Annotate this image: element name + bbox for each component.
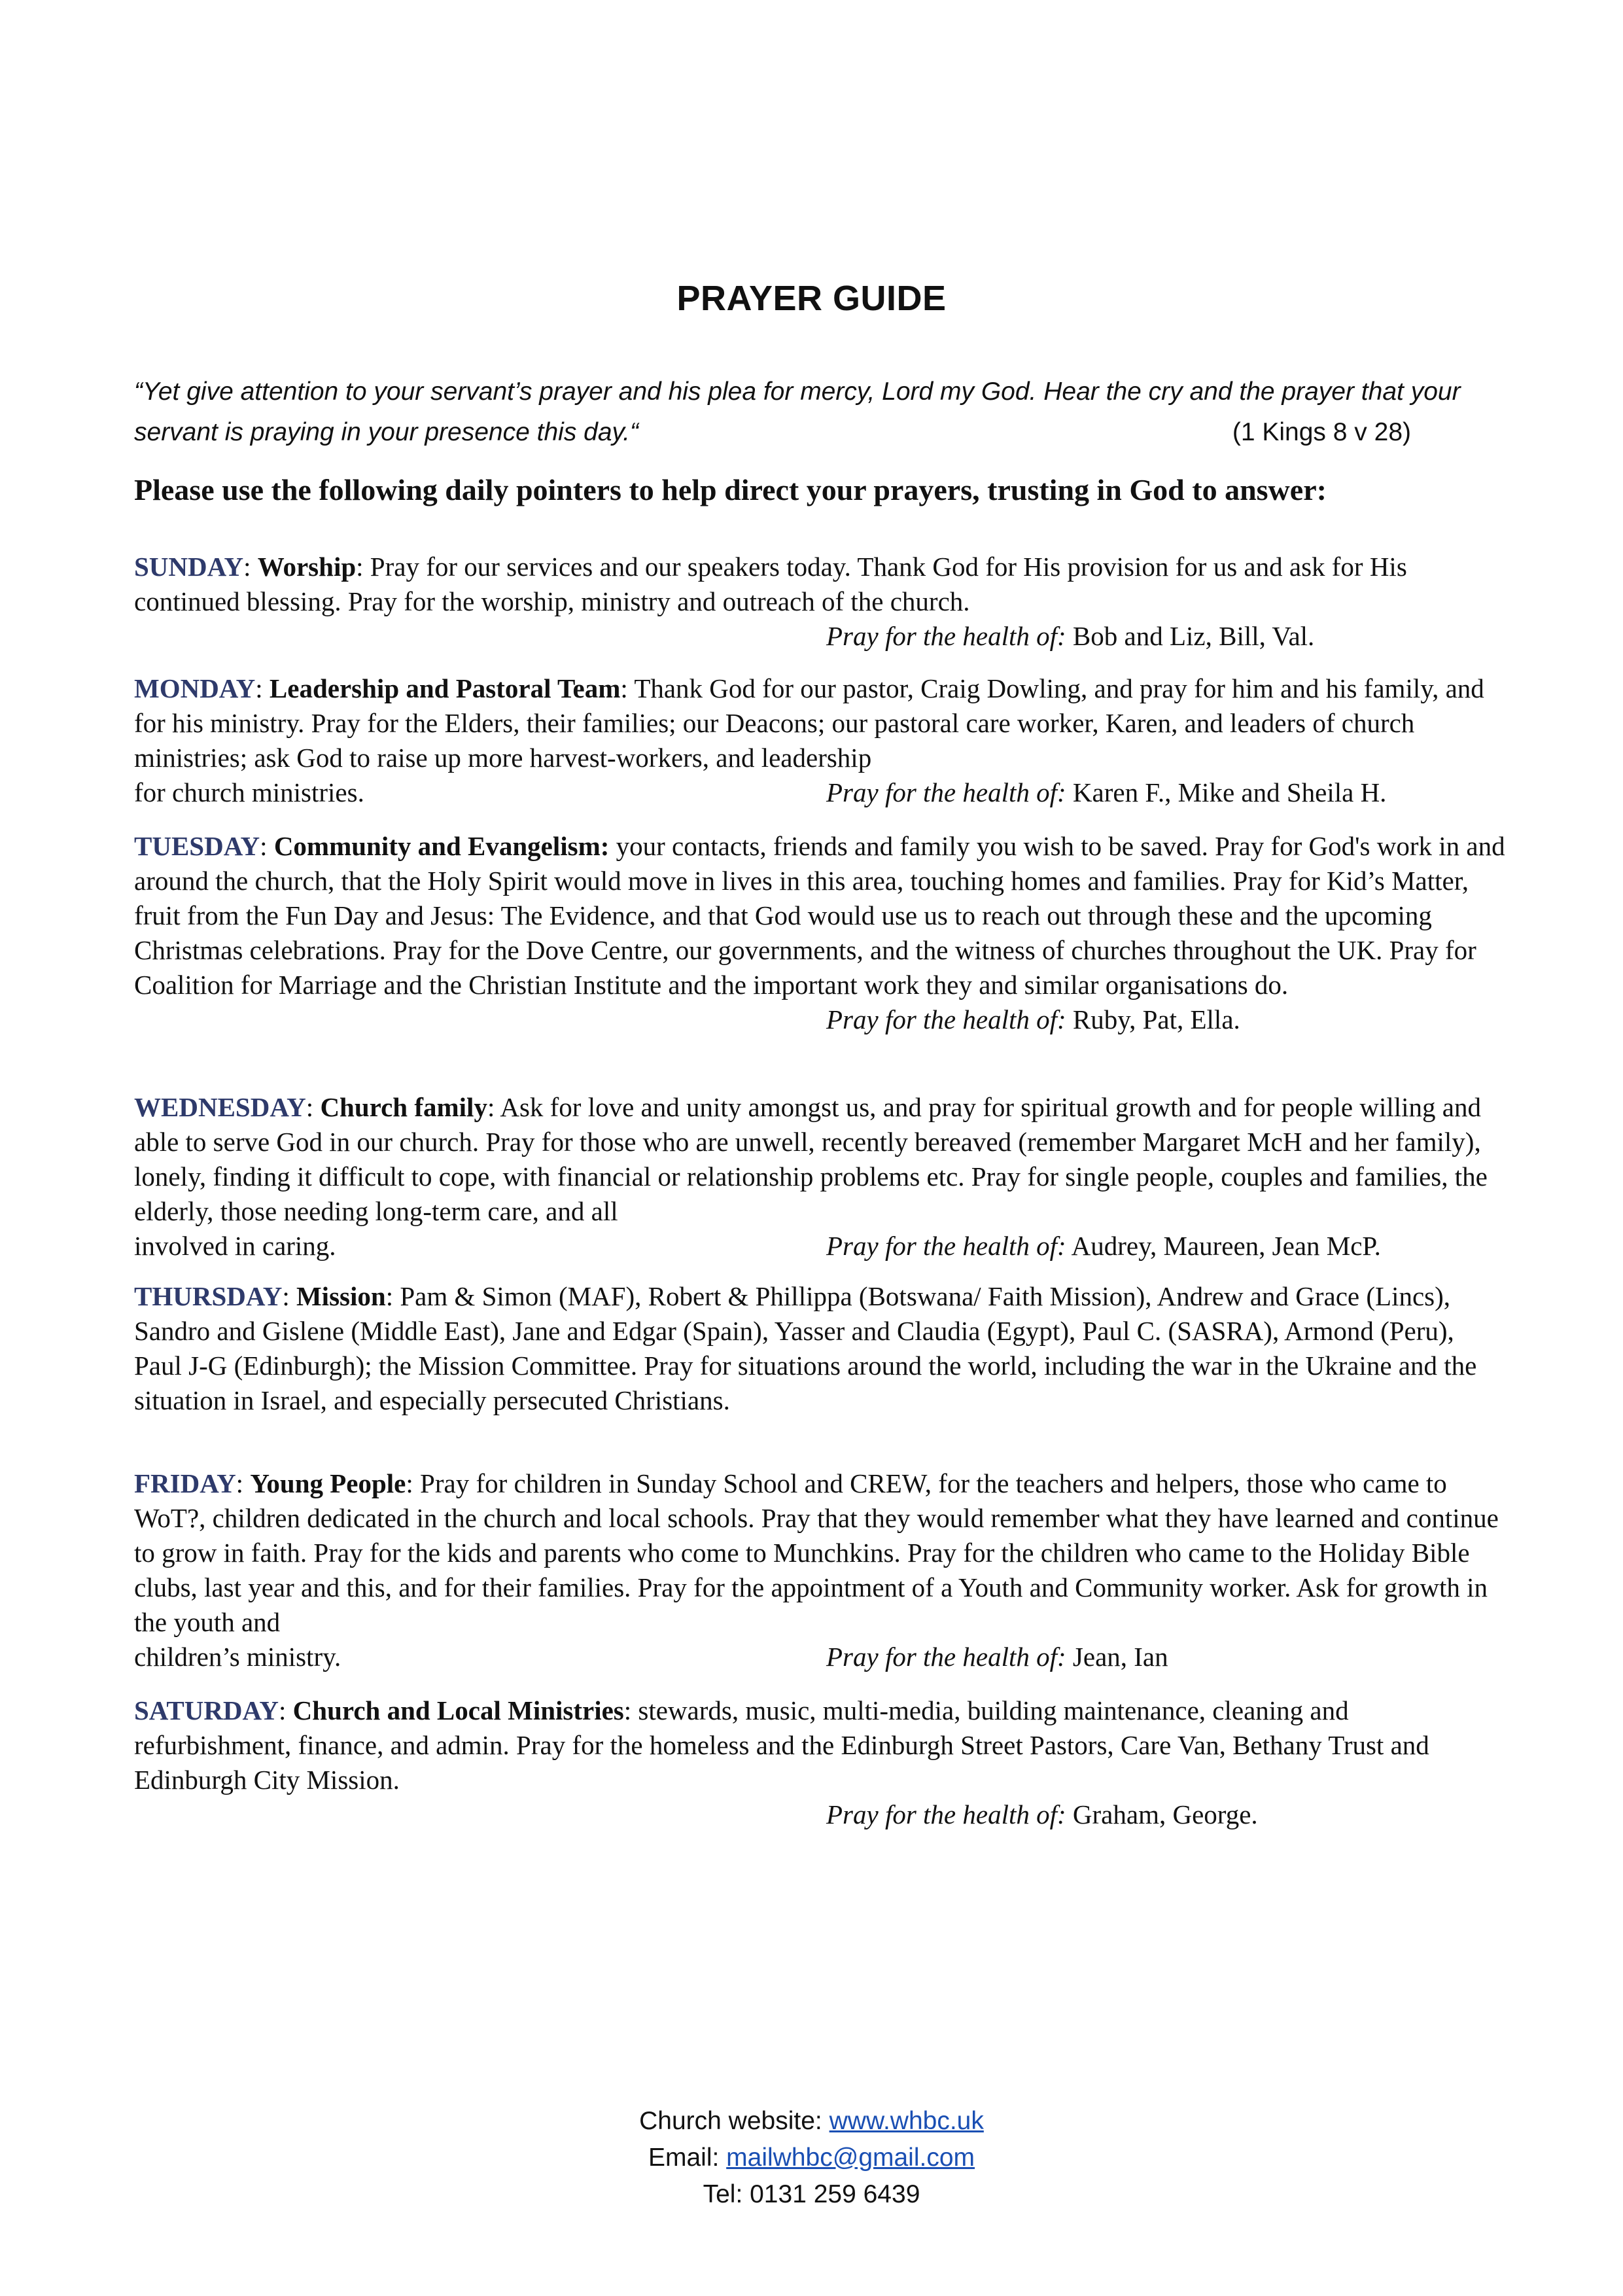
website-link[interactable]: www.whbc.uk bbox=[829, 2107, 984, 2135]
health-label: Pray for the health of: bbox=[826, 1642, 1066, 1672]
day-topic: Leadership and Pastoral Team bbox=[269, 673, 621, 703]
page-title: PRAYER GUIDE bbox=[676, 279, 947, 318]
day-text: Pray for our services and our speakers today. Thank God for His provision for us and ask for His continued blessing. Pray for the worship, ministry and outreach of the church. bbox=[134, 552, 1407, 616]
quote-reference: (1 Kings 8 v 28) bbox=[1232, 418, 1411, 446]
day-topic: Church family bbox=[320, 1092, 487, 1122]
health-label: Pray for the health of: bbox=[826, 1004, 1066, 1034]
health-label: Pray for the health of: bbox=[826, 621, 1066, 651]
health-names: Ruby, Pat, Ella. bbox=[1072, 1004, 1240, 1034]
day-section-tuesday: TUESDAY: Community and Evangelism: your contacts, friends and family you wish to be saved. Pray for God's work in and around the church, that the Holy Spirit would move in lives in this area, touching homes and families. Pray for Kid’s Matter, fruit from the Fun Day and Jesus: The Evidence, and that God would use us to reach out through these and the upcoming Christmas celebrations. Pray for the Dove Centre, our governments, and the witness of churches throughout the UK. Pray for Coalition for Marriage and the Christian Institute and the important work they and similar organisations do. Pray for the health of: Ruby, Pat, Ella. bbox=[134, 829, 1508, 1037]
day-name: SUNDAY bbox=[134, 552, 244, 582]
telephone: Tel: 0131 259 6439 bbox=[703, 2180, 920, 2208]
website-label: Church website: bbox=[639, 2107, 822, 2135]
day-name: THURSDAY bbox=[134, 1281, 283, 1311]
email-line bbox=[0, 2140, 1623, 2176]
health-line bbox=[134, 775, 1508, 810]
health-line bbox=[134, 1229, 1508, 1263]
intro-heading: Please use the following daily pointers to help direct your prayers, trusting in God to answer: bbox=[134, 473, 1327, 506]
health-names: Bob and Liz, Bill, Val. bbox=[1072, 621, 1315, 651]
health-line bbox=[134, 619, 1508, 654]
day-topic: Young People bbox=[250, 1468, 406, 1498]
day-tail: for church ministries. bbox=[134, 777, 364, 807]
health-label: Pray for the health of: bbox=[826, 1231, 1066, 1261]
health-line bbox=[134, 1640, 1508, 1674]
day-topic: Mission bbox=[296, 1281, 386, 1311]
day-name: SATURDAY bbox=[134, 1695, 279, 1725]
health-line bbox=[134, 1002, 1508, 1037]
day-text: Thank God for our pastor, Craig Dowling, and pray for him and his family, and for his ministry. Pray for the Elders, their families; our Deacons; our pastoral care worker, Karen, and leaders of church ministries; ask God to raise up more harvest-workers, and leadership bbox=[134, 673, 1484, 773]
day-topic: Community and Evangelism: bbox=[273, 831, 610, 861]
email-link[interactable]: mailwhbc@gmail.com bbox=[726, 2144, 975, 2172]
day-text: Pray for children in Sunday School and CREW, for the teachers and helpers, those who came to WoT?, children dedicated in the church and local schools. Pray that they would remember what they have learned and continue to grow in faith. Pray for the kids and parents who come to Munchkins. Pray for the children who came to the Holiday Bible clubs, last year and this, and for their families. Pray for the appointment of a Youth and Community worker. Ask for growth in the youth and bbox=[134, 1468, 1499, 1637]
website-line bbox=[0, 2103, 1623, 2140]
health-names: Graham, George. bbox=[1072, 1799, 1258, 1829]
health-label: Pray for the health of: bbox=[826, 1799, 1066, 1829]
health-label: Pray for the health of: bbox=[826, 777, 1066, 807]
health-names: Audrey, Maureen, Jean McP. bbox=[1071, 1231, 1381, 1261]
health-note bbox=[826, 1797, 1258, 1832]
day-name: MONDAY bbox=[134, 673, 256, 703]
day-text: your contacts, friends and family you wish to be saved. Pray for God's work in and around the church, that the Holy Spirit would move in lives in this area, touching homes and families. Pray for Kid’s Matter, fruit from the Fun Day and Jesus: The Evidence, and that God would use us to reach out through these and the upcoming Christmas celebrations. Pray for the Dove Centre, our governments, and the witness of churches throughout the UK. Pray for Coalition for Marriage and the Christian Institute and the important work they and similar organisations do. bbox=[134, 831, 1505, 1000]
day-topic: Worship bbox=[257, 552, 357, 582]
day-section-saturday: SATURDAY: Church and Local Ministries: stewards, music, multi-media, building maintenance, cleaning and refurbishment, finance, and admin. Pray for the homeless and the Edinburgh Street Pastors, Care Van, Bethany Trust and Edinburgh City Mission. Pray for the health of: Graham, George. bbox=[134, 1693, 1508, 1832]
health-note bbox=[826, 1640, 1168, 1674]
day-topic: Church and Local Ministries bbox=[292, 1695, 624, 1725]
quote-text: “Yet give attention to your servant’s prayer and his plea for mercy, Lord my God. Hear the cry and the prayer that your servant is praying in your presence this day.“ bbox=[134, 378, 1461, 446]
health-note bbox=[826, 1229, 1381, 1263]
email-label: Email: bbox=[648, 2144, 720, 2172]
day-section-sunday: SUNDAY: Worship: Pray for our services and our speakers today. Thank God for His provision for us and ask for His continued blessing. Pray for the worship, ministry and outreach of the church. Pray for the health of: Bob and Liz, Bill, Val. bbox=[134, 550, 1508, 654]
day-name: TUESDAY bbox=[134, 831, 260, 861]
health-note bbox=[826, 775, 1386, 810]
day-section-friday: FRIDAY: Young People: Pray for children in Sunday School and CREW, for the teachers and helpers, those who came to WoT?, children dedicated in the church and local schools. Pray that they would remember what they have learned and continue to grow in faith. Pray for the kids and parents who come to Munchkins. Pray for the children who came to the Holiday Bible clubs, last year and this, and for their families. Pray for the appointment of a Youth and Community worker. Ask for growth in the youth and children’s ministry. Pray for the health of: Jean, Ian bbox=[134, 1466, 1508, 1674]
day-text: stewards, music, multi-media, building maintenance, cleaning and refurbishment, finance, and admin. Pray for the homeless and the Edinburgh Street Pastors, Care Van, Bethany Trust and Edinburgh City Mission. bbox=[134, 1695, 1429, 1795]
health-note bbox=[826, 1002, 1240, 1037]
day-text: Pam & Simon (MAF), Robert & Phillippa (Botswana/ Faith Mission), Andrew and Grace (Lincs), Sandro and Gislene (Middle East), Jane and Edgar (Spain), Yasser and Claudia (Egypt), Paul C. (SASRA), Armond (Peru), Paul J-G (Edinburgh); the Mission Committee. Pray for situations around the world, including the war in the Ukraine and the situation in Israel, and especially persecuted Christians. bbox=[134, 1281, 1477, 1415]
day-section-wednesday: WEDNESDAY: Church family: Ask for love and unity amongst us, and pray for spiritual growth and for people willing and able to serve God in our church. Pray for those who are unwell, recently bereaved (remember Margaret McH and her family), lonely, finding it difficult to cope, with financial or relationship problems etc. Pray for single people, couples and families, the elderly, those needing long-term care, and all involved in caring. Pray for the health of: Audrey, Maureen, Jean McP. bbox=[134, 1090, 1508, 1263]
health-names: Karen F., Mike and Sheila H. bbox=[1072, 777, 1387, 807]
day-section-monday: MONDAY: Leadership and Pastoral Team: Thank God for our pastor, Craig Dowling, and pray for him and his family, and for his ministry. Pray for the Elders, their families; our Deacons; our pastoral care worker, Karen, and leaders of church ministries; ask God to raise up more harvest-workers, and leadership for church ministries. Pray for the health of: Karen F., Mike and Sheila H. bbox=[134, 671, 1508, 810]
day-name: FRIDAY bbox=[134, 1468, 236, 1498]
scripture-quote bbox=[134, 372, 1495, 453]
day-section-thursday: THURSDAY: Mission: Pam & Simon (MAF), Robert & Phillippa (Botswana/ Faith Mission), Andrew and Grace (Lincs), Sandro and Gislene (Middle East), Jane and Edgar (Spain), Yasser and Claudia (Egypt), Paul C. (SASRA), Armond (Peru), Paul J-G (Edinburgh); the Mission Committee. Pray for situations around the world, including the war in the Ukraine and the situation in Israel, and especially persecuted Christians. bbox=[134, 1281, 1477, 1415]
day-name: WEDNESDAY bbox=[134, 1092, 306, 1122]
day-text: Ask for love and unity amongst us, and pray for spiritual growth and for people willing and able to serve God in our church. Pray for those who are unwell, recently bereaved (remember Margaret McH and her family), lonely, finding it difficult to cope, with financial or relationship problems etc. Pray for single people, couples and families, the elderly, those needing long-term care, and all bbox=[134, 1092, 1488, 1226]
day-tail: involved in caring. bbox=[134, 1231, 336, 1261]
day-tail: children’s ministry. bbox=[134, 1642, 341, 1672]
health-line bbox=[134, 1797, 1508, 1832]
health-names: Jean, Ian bbox=[1072, 1642, 1168, 1672]
contact-footer bbox=[0, 2103, 1623, 2213]
health-note bbox=[826, 619, 1314, 654]
